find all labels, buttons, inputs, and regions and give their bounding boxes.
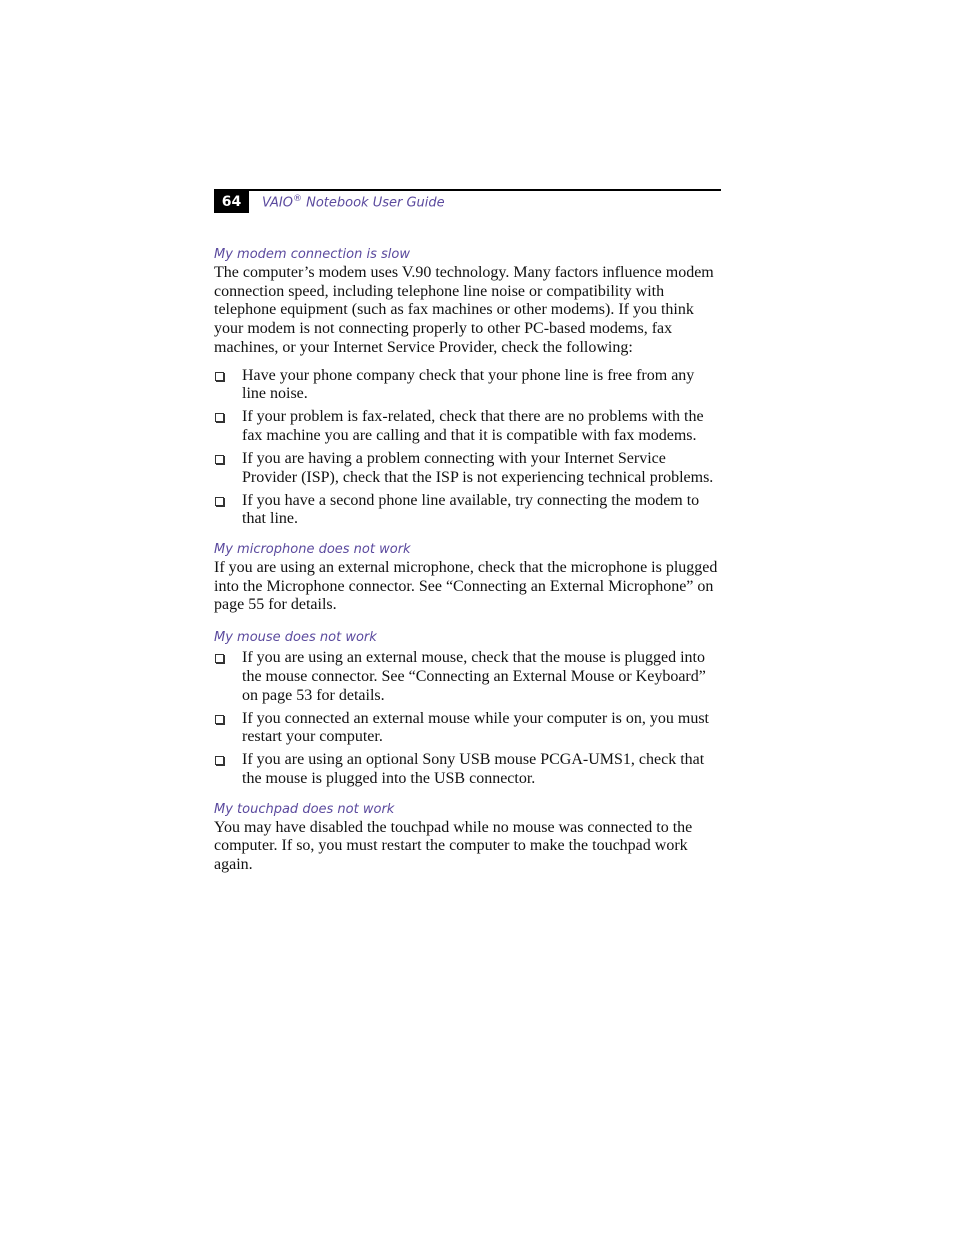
list-item xyxy=(214,492,721,529)
checkbox-bullet-icon xyxy=(215,654,224,663)
checkbox-bullet-icon xyxy=(215,455,224,464)
section-heading: My touchpad does not work xyxy=(214,801,395,817)
running-head-prefix: VAIO xyxy=(262,195,293,211)
list-item-text: If you are having a problem connecting with your Internet Service Provider (ISP), check that the ISP is not experiencing technical problems. xyxy=(242,449,714,486)
bullet-list xyxy=(214,367,721,530)
running-head-suffix: Notebook User Guide xyxy=(301,195,445,211)
checkbox-bullet-icon xyxy=(215,715,224,724)
list-item xyxy=(214,751,721,788)
checkbox-bullet-icon xyxy=(215,756,224,765)
page-number: 64 xyxy=(214,191,249,213)
section-mouse xyxy=(214,629,721,789)
list-item-text: If you are using an external mouse, check that the mouse is plugged into the mouse connector. See “Connecting an External Mouse or Keyboard” on page 53 for details. xyxy=(242,649,706,704)
section-heading: My microphone does not work xyxy=(214,542,411,558)
page-content xyxy=(214,246,721,875)
list-item-text: Have your phone company check that your phone line is free from any line noise. xyxy=(242,366,695,403)
registered-mark: ® xyxy=(292,194,302,204)
list-item xyxy=(214,408,721,445)
list-item-text: If you are using an optional Sony USB mouse PCGA-UMS1, check that the mouse is plugged into the USB connector. xyxy=(242,751,705,787)
list-item-text: If you connected an external mouse while your computer is on, you must restart your computer. xyxy=(242,709,709,746)
section-touchpad xyxy=(214,801,721,875)
list-item xyxy=(214,710,721,747)
running-head xyxy=(262,194,445,210)
header-rule xyxy=(214,189,721,191)
list-item-text: If your problem is fax-related, check that there are no problems with the fax machine you are calling and that it is compatible with fax modems. xyxy=(242,408,704,444)
checkbox-bullet-icon xyxy=(215,497,224,506)
checkbox-bullet-icon xyxy=(215,372,224,381)
list-item xyxy=(214,649,721,705)
section-heading: My modem connection is slow xyxy=(214,247,410,262)
checkbox-bullet-icon xyxy=(215,413,224,422)
list-item xyxy=(214,367,721,404)
section-heading: My mouse does not work xyxy=(214,630,377,646)
section-modem xyxy=(214,246,721,529)
section-paragraph: The computer’s modem uses V.90 technology. Many factors influence modem connection speed, including telephone line noise or compatibility with telephone equipment (such as fax machines or other modems). If you think your modem is not connecting properly to other PC-based modems, fax machines, or your Internet Service Provider, check the following: xyxy=(214,264,714,356)
list-item xyxy=(214,450,721,487)
section-microphone xyxy=(214,541,721,615)
bullet-list xyxy=(214,649,721,789)
list-item-text: If you have a second phone line available, try connecting the modem to that line. xyxy=(242,491,700,528)
section-paragraph: If you are using an external microphone, check that the microphone is plugged into the Microphone connector. See “Connecting an External Microphone” on page 55 for details. xyxy=(214,559,718,614)
section-paragraph: You may have disabled the touchpad while no mouse was connected to the computer. If so, you must restart the computer to make the touchpad work again. xyxy=(214,818,693,874)
